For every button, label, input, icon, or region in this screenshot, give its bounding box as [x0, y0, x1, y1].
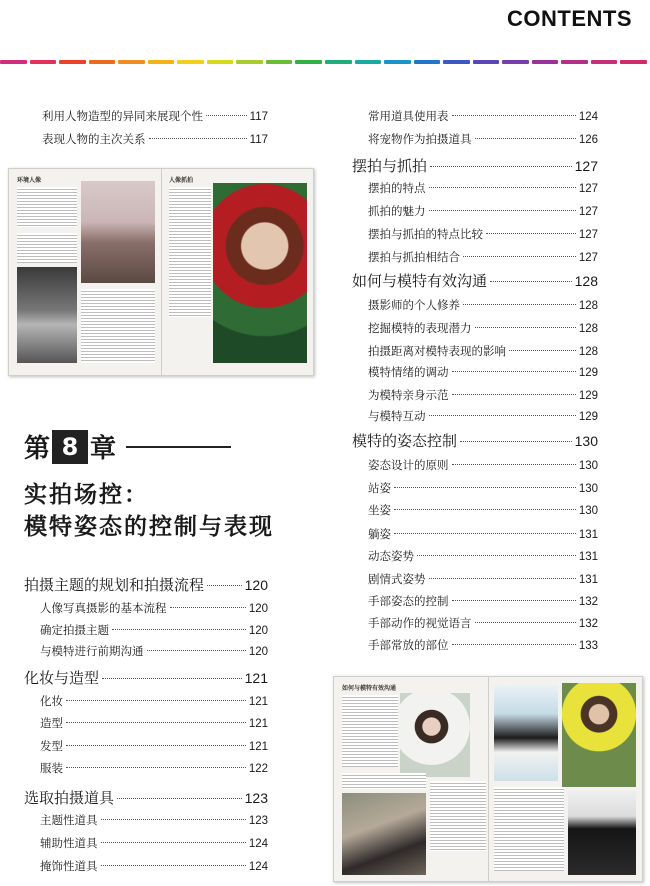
- toc-entry-title: 站姿: [368, 481, 391, 495]
- dot-leader: [452, 600, 576, 601]
- toc-entry-title: 常用道具使用表: [368, 109, 449, 123]
- rainbow-segment: [532, 60, 559, 64]
- toc-entry[interactable]: [40, 760, 268, 776]
- toc-entry[interactable]: [368, 226, 598, 242]
- toc-entry-title: 造型: [40, 716, 63, 730]
- rainbow-divider: [0, 60, 650, 64]
- dot-leader: [417, 555, 576, 556]
- toc-entry-page: 127: [578, 183, 598, 195]
- toc-entry-page: 120: [248, 625, 268, 637]
- dot-leader: [475, 622, 576, 623]
- toc-section-title: 模特的姿态控制: [352, 432, 458, 450]
- toc-entry-title: 动态姿势: [368, 549, 414, 563]
- toc-entry[interactable]: [42, 108, 268, 124]
- toc-entry-page: 124: [248, 838, 268, 850]
- contents-title: CONTENTS: [507, 6, 632, 31]
- toc-entry-page: 121: [248, 696, 268, 708]
- toc-section-page: 127: [574, 158, 598, 174]
- dot-leader: [101, 842, 246, 843]
- toc-section[interactable]: [352, 430, 598, 451]
- toc-entry[interactable]: [368, 502, 598, 518]
- dot-leader: [452, 371, 576, 372]
- toc-section[interactable]: [352, 155, 598, 176]
- toc-entry-title: 模特情绪的调动: [368, 365, 449, 379]
- rainbow-segment: [89, 60, 116, 64]
- dot-leader: [475, 327, 576, 328]
- toc-entry-title: 躺姿: [368, 527, 391, 541]
- rainbow-segment: [355, 60, 382, 64]
- spread-thumbnail-bottom: [333, 676, 643, 882]
- spread-thumbnail-top: [8, 168, 314, 376]
- toc-entry-title: 手部动作的视觉语言: [368, 616, 472, 630]
- toc-entry[interactable]: [40, 622, 268, 638]
- chapter-heading: [24, 428, 231, 465]
- toc-entry[interactable]: [42, 131, 268, 147]
- dot-leader: [463, 304, 576, 305]
- toc-entry[interactable]: [368, 364, 598, 380]
- toc-entry-title: 与模特进行前期沟通: [40, 644, 144, 658]
- toc-section[interactable]: [352, 270, 598, 291]
- toc-entry-page: 127: [578, 252, 598, 264]
- toc-entry[interactable]: [368, 571, 598, 587]
- dot-leader: [117, 798, 242, 799]
- toc-entry[interactable]: [40, 715, 268, 731]
- photo-woman-standing: [494, 685, 558, 781]
- rainbow-segment: [591, 60, 618, 64]
- toc-entry-title: 服装: [40, 761, 63, 775]
- chapter-title-line2: 模特姿态的控制与表现: [24, 514, 274, 540]
- toc-section-title: 如何与模特有效沟通: [352, 272, 488, 290]
- chapter-di: 第: [24, 434, 51, 464]
- rainbow-segment: [59, 60, 86, 64]
- dot-leader: [463, 256, 576, 257]
- thumbnail-heading: 人像抓拍: [169, 177, 194, 184]
- rainbow-segment: [325, 60, 352, 64]
- dot-leader: [102, 678, 242, 679]
- toc-section-title: 选取拍摄道具: [24, 789, 115, 807]
- toc-entry-title: 姿态设计的原则: [368, 458, 449, 472]
- rainbow-segment: [266, 60, 293, 64]
- toc-entry[interactable]: [40, 643, 268, 659]
- toc-entry-title: 手部常放的部位: [368, 638, 449, 652]
- chapter-zhang: 章: [90, 434, 117, 464]
- rainbow-segment: [561, 60, 588, 64]
- toc-entry[interactable]: [368, 615, 598, 631]
- dot-leader: [66, 722, 246, 723]
- toc-entry-page: 120: [248, 603, 268, 615]
- dot-leader: [147, 650, 246, 651]
- rainbow-segment: [414, 60, 441, 64]
- photo-woman-yellow: [562, 683, 636, 787]
- toc-entry-page: 129: [578, 367, 598, 379]
- toc-entry[interactable]: [368, 108, 598, 124]
- toc-section-page: 121: [244, 670, 268, 686]
- dot-leader: [460, 441, 572, 442]
- dot-leader: [490, 281, 572, 282]
- toc-entry-title: 确定拍摄主题: [40, 623, 109, 637]
- thumbnail-heading: 环境人像: [17, 177, 42, 184]
- dot-leader: [394, 487, 576, 488]
- toc-entry-title: 摆拍与抓拍的特点比较: [368, 227, 483, 241]
- toc-entry[interactable]: [368, 320, 598, 336]
- toc-entry-title: 辅助性道具: [40, 836, 98, 850]
- dot-leader: [394, 533, 576, 534]
- rainbow-segment: [30, 60, 57, 64]
- photo-woman-black-dress: [568, 791, 636, 875]
- toc-entry-title: 剧情式姿势: [368, 572, 426, 586]
- toc-entry-title: 摄影师的个人修养: [368, 298, 460, 312]
- dot-leader: [66, 700, 246, 701]
- photo-arches: [17, 267, 77, 363]
- toc-section-page: 128: [574, 273, 598, 289]
- rainbow-segment: [118, 60, 145, 64]
- toc-entry[interactable]: [368, 548, 598, 564]
- dot-leader: [429, 187, 576, 188]
- toc-section-title: 摆拍与抓拍: [352, 157, 428, 175]
- toc-entry-page: 130: [578, 505, 598, 517]
- dot-leader: [429, 210, 576, 211]
- photo-woman-bench: [81, 181, 155, 283]
- dot-leader: [170, 607, 246, 608]
- toc-entry-title: 表现人物的主次关系: [42, 132, 146, 146]
- toc-entry[interactable]: [368, 457, 598, 473]
- toc-entry[interactable]: [40, 835, 268, 851]
- toc-entry[interactable]: [368, 637, 598, 653]
- toc-entry-title: 坐姿: [368, 503, 391, 517]
- toc-entry-page: 127: [578, 229, 598, 241]
- dot-leader: [207, 585, 242, 586]
- toc-entry[interactable]: [368, 408, 598, 424]
- dot-leader: [452, 464, 576, 465]
- toc-entry-title: 与模特互动: [368, 409, 426, 423]
- dot-leader: [429, 578, 576, 579]
- toc-entry-page: 126: [578, 134, 598, 146]
- toc-entry-page: 133: [578, 640, 598, 652]
- dot-leader: [112, 629, 246, 630]
- rainbow-segment: [384, 60, 411, 64]
- toc-entry-page: 127: [578, 206, 598, 218]
- dot-leader: [452, 644, 576, 645]
- rainbow-segment: [177, 60, 204, 64]
- toc-entry-page: 132: [578, 618, 598, 630]
- dot-leader: [486, 233, 576, 234]
- toc-entry-page: 123: [248, 815, 268, 827]
- toc-entry-page: 120: [248, 646, 268, 658]
- toc-entry-title: 手部姿态的控制: [368, 594, 449, 608]
- rainbow-segment: [502, 60, 529, 64]
- toc-entry[interactable]: [368, 387, 598, 403]
- dot-leader: [429, 415, 576, 416]
- toc-entry-page: 129: [578, 390, 598, 402]
- dot-leader: [509, 350, 576, 351]
- thumbnail-heading: 如何与模特有效沟通: [342, 685, 397, 692]
- toc-entry-title: 利用人物造型的异同来展现个性: [42, 109, 203, 123]
- dot-leader: [101, 819, 246, 820]
- toc-entry-page: 128: [578, 300, 598, 312]
- toc-entry[interactable]: [368, 480, 598, 496]
- toc-entry-title: 抓拍的魅力: [368, 204, 426, 218]
- toc-section-page: 130: [574, 433, 598, 449]
- toc-entry-page: 122: [248, 763, 268, 775]
- rainbow-segment: [0, 60, 27, 64]
- dot-leader: [66, 745, 246, 746]
- toc-entry[interactable]: [368, 297, 598, 313]
- toc-entry-page: 131: [578, 529, 598, 541]
- toc-entry-page: 130: [578, 483, 598, 495]
- toc-section-page: 120: [244, 577, 268, 593]
- rainbow-segment: [473, 60, 500, 64]
- toc-entry-title: 主题性道具: [40, 813, 98, 827]
- toc-entry[interactable]: [368, 131, 598, 147]
- toc-entry-title: 化妆: [40, 694, 63, 708]
- dot-leader: [101, 865, 246, 866]
- toc-entry-title: 人像写真摄影的基本流程: [40, 601, 167, 615]
- toc-entry-page: 121: [248, 741, 268, 753]
- toc-entry-page: 132: [578, 596, 598, 608]
- toc-entry-page: 128: [578, 323, 598, 335]
- toc-entry-page: 117: [249, 111, 268, 123]
- toc-entry-page: 129: [578, 411, 598, 423]
- dot-leader: [66, 767, 246, 768]
- toc-entry[interactable]: [368, 343, 598, 359]
- toc-entry-page: 121: [248, 718, 268, 730]
- toc-entry-title: 掩饰性道具: [40, 859, 98, 873]
- toc-section-title: 化妆与造型: [24, 669, 100, 687]
- toc-entry-page: 124: [578, 111, 598, 123]
- toc-entry-title: 挖掘模特的表现潜力: [368, 321, 472, 335]
- toc-entry-title: 为模特亲身示范: [368, 388, 449, 402]
- toc-section[interactable]: [24, 787, 268, 808]
- toc-entry-page: 130: [578, 460, 598, 472]
- toc-entry-title: 摆拍与抓拍相结合: [368, 250, 460, 264]
- rainbow-segment: [443, 60, 470, 64]
- toc-entry[interactable]: [368, 593, 598, 609]
- rainbow-segment: [620, 60, 647, 64]
- rainbow-segment: [236, 60, 263, 64]
- chapter-number: 8: [52, 430, 88, 464]
- toc-entry[interactable]: [40, 812, 268, 828]
- toc-entry[interactable]: [40, 858, 268, 874]
- toc-entry[interactable]: [368, 526, 598, 542]
- toc-entry-page: 117: [249, 134, 268, 146]
- dot-leader: [430, 166, 572, 167]
- photo-woman-sitting: [342, 793, 426, 875]
- rainbow-segment: [207, 60, 234, 64]
- toc-section[interactable]: [24, 574, 268, 595]
- toc-entry[interactable]: [40, 600, 268, 616]
- toc-entry[interactable]: [40, 738, 268, 754]
- toc-section[interactable]: [24, 667, 268, 688]
- dot-leader: [394, 509, 576, 510]
- toc-entry[interactable]: [368, 249, 598, 265]
- dot-leader: [452, 394, 576, 395]
- toc-entry[interactable]: [368, 180, 598, 196]
- toc-entry-title: 拍摄距离对模特表现的影响: [368, 344, 506, 358]
- toc-entry-title: 将宠物作为拍摄道具: [368, 132, 472, 146]
- photo-woman-white-dress: [400, 693, 470, 777]
- toc-section-title: 拍摄主题的规划和拍摄流程: [24, 576, 205, 594]
- toc-entry-title: 摆拍的特点: [368, 181, 426, 195]
- toc-entry-page: 131: [578, 551, 598, 563]
- toc-section-page: 123: [244, 790, 268, 806]
- photo-red-hat-woman: [213, 183, 307, 363]
- toc-entry-title: 发型: [40, 739, 63, 753]
- toc-entry[interactable]: [40, 693, 268, 709]
- rainbow-segment: [148, 60, 175, 64]
- chapter-title-line1: 实拍场控：: [24, 482, 149, 508]
- toc-entry[interactable]: [368, 203, 598, 219]
- toc-entry-page: 128: [578, 346, 598, 358]
- toc-entry-page: 131: [578, 574, 598, 586]
- rainbow-segment: [295, 60, 322, 64]
- toc-entry-page: 124: [248, 861, 268, 873]
